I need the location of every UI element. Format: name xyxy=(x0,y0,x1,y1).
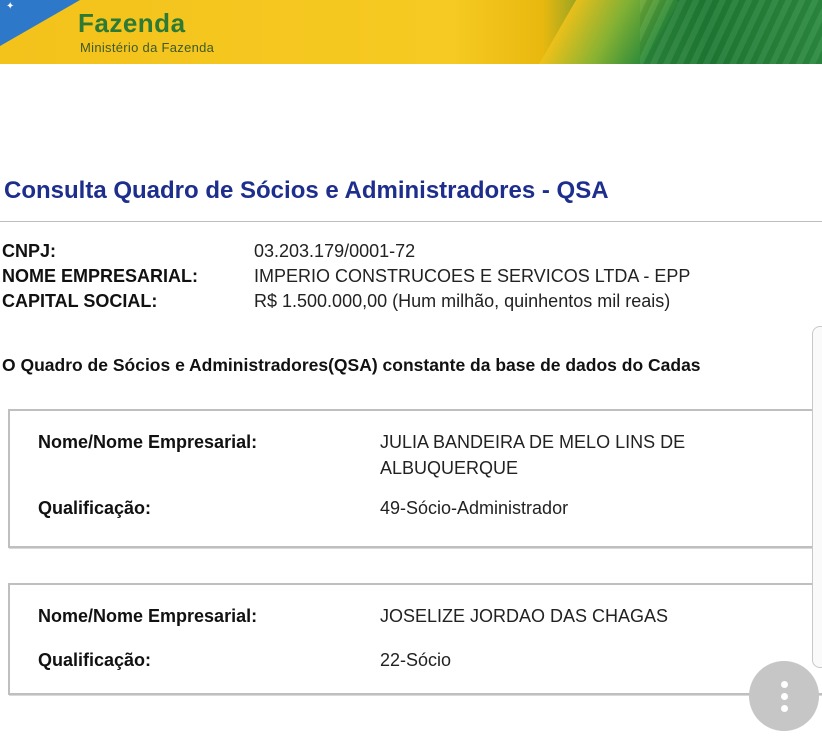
more-vert-icon xyxy=(781,678,788,714)
more-options-button[interactable] xyxy=(749,661,819,731)
partner-qualification-label: Qualificação: xyxy=(38,498,152,518)
partner-qualification-row xyxy=(38,495,818,521)
scroll-handle[interactable] xyxy=(812,326,822,668)
partner-card xyxy=(8,583,822,695)
page-title: Consulta Quadro de Sócios e Administradores - QSA xyxy=(4,177,609,204)
partner-qualification-value: 22-Sócio xyxy=(380,650,452,670)
capital-value: R$ 1.500.000,00 (Hum milhão, quinhentos mil reais) xyxy=(254,291,671,311)
partner-qualification-value: 49-Sócio-Administrador xyxy=(380,498,569,518)
star-icon: ✦ xyxy=(6,1,15,12)
company-name-label: NOME EMPRESARIAL: xyxy=(2,266,199,286)
fab-dot xyxy=(781,693,788,700)
fab-dot xyxy=(781,705,788,712)
partner-name-label: Nome/Nome Empresarial: xyxy=(38,606,258,626)
cnpj-value: 03.203.179/0001-72 xyxy=(254,241,416,261)
info-row-cnpj xyxy=(2,239,690,264)
banner-subtitle: Ministério da Fazenda xyxy=(80,40,215,55)
partner-name-row xyxy=(38,603,818,629)
qsa-description: O Quadro de Sócios e Administradores(QSA) constante da base de dados do Cadas xyxy=(2,355,701,375)
title-divider xyxy=(0,221,822,222)
partner-qualification-label: Qualificação: xyxy=(38,650,152,670)
partner-qualification-row xyxy=(38,647,818,673)
info-row-company-name xyxy=(2,264,690,289)
company-name-value: IMPERIO CONSTRUCOES E SERVICOS LTDA - EPP xyxy=(254,266,691,286)
banner-title[interactable]: Fazenda xyxy=(78,8,186,38)
partner-name-value: JULIA BANDEIRA DE MELO LINS DE ALBUQUERQUE xyxy=(380,432,686,478)
header-banner xyxy=(0,0,822,64)
capital-label: CAPITAL SOCIAL: xyxy=(2,291,158,311)
company-info xyxy=(2,239,690,314)
partner-card xyxy=(8,409,822,548)
info-row-capital xyxy=(2,289,690,314)
cnpj-label: CNPJ: xyxy=(2,241,57,261)
banner-flag-texture xyxy=(640,0,822,64)
partner-name-row xyxy=(38,429,818,481)
partner-name-label: Nome/Nome Empresarial: xyxy=(38,432,258,452)
fab-dot xyxy=(781,681,788,688)
partner-name-value: JOSELIZE JORDAO DAS CHAGAS xyxy=(380,606,669,626)
